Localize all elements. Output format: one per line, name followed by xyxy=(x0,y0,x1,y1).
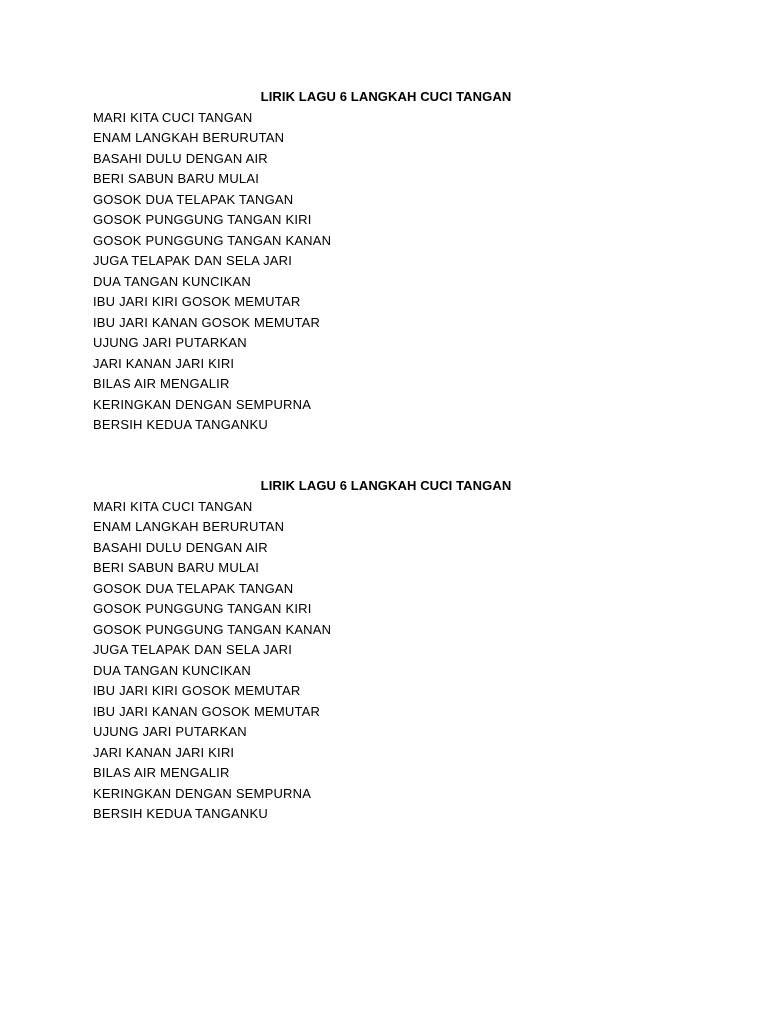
lyric-title xyxy=(93,87,693,108)
lyric-line: BERSIH KEDUA TANGANKU xyxy=(93,806,268,821)
lyric-line: JUGA TELAPAK DAN SELA JARI xyxy=(93,642,293,657)
lyric-line: GOSOK DUA TELAPAK TANGAN xyxy=(93,580,294,596)
lyric-line: BILAS AIR MENGALIR xyxy=(93,765,230,780)
lyric-line: IBU JARI KANAN GOSOK MEMUTAR xyxy=(93,703,321,719)
lyric-title-text: LIRIK LAGU 6 LANGKAH CUCI TANGAN xyxy=(260,89,512,104)
lyric-line: IBU JARI KANAN GOSOK MEMUTAR xyxy=(93,314,321,330)
lyric-title xyxy=(93,476,693,497)
lyric-title-text: LIRIK LAGU 6 LANGKAH CUCI TANGAN xyxy=(260,478,512,493)
lyric-line: JARI KANAN JARI KIRI xyxy=(93,744,235,760)
lyric-line: BASAHI DULU DENGAN AIR xyxy=(93,539,268,555)
lyric-lines xyxy=(93,497,693,825)
lyric-line: GOSOK PUNGGUNG TANGAN KIRI xyxy=(93,212,312,227)
lyric-line: IBU JARI KIRI GOSOK MEMUTAR xyxy=(93,683,301,698)
lyric-line: GOSOK DUA TELAPAK TANGAN xyxy=(93,191,294,207)
lyric-lines xyxy=(93,108,693,436)
lyric-line: KERINGKAN DENGAN SEMPURNA xyxy=(93,785,312,801)
lyric-line: MARI KITA CUCI TANGAN xyxy=(93,109,253,125)
lyric-line: UJUNG JARI PUTARKAN xyxy=(93,335,247,350)
lyric-line: MARI KITA CUCI TANGAN xyxy=(93,498,253,514)
lyric-block-2 xyxy=(93,476,693,825)
lyric-block-1 xyxy=(93,87,693,436)
lyric-line: DUA TANGAN KUNCIKAN xyxy=(93,662,251,678)
lyric-line: DUA TANGAN KUNCIKAN xyxy=(93,273,251,289)
lyric-line: ENAM LANGKAH BERURUTAN xyxy=(93,519,285,534)
lyric-line: BASAHI DULU DENGAN AIR xyxy=(93,150,268,166)
lyric-line: BERI SABUN BARU MULAI xyxy=(93,560,260,575)
lyric-line: BERSIH KEDUA TANGANKU xyxy=(93,417,268,432)
lyric-line: IBU JARI KIRI GOSOK MEMUTAR xyxy=(93,294,301,309)
lyric-line: UJUNG JARI PUTARKAN xyxy=(93,724,247,739)
lyric-line: BILAS AIR MENGALIR xyxy=(93,376,230,391)
lyric-line: JUGA TELAPAK DAN SELA JARI xyxy=(93,253,293,268)
lyric-line: BERI SABUN BARU MULAI xyxy=(93,171,260,186)
lyric-line: GOSOK PUNGGUNG TANGAN KANAN xyxy=(93,621,332,637)
lyric-line: JARI KANAN JARI KIRI xyxy=(93,355,235,371)
lyric-line: GOSOK PUNGGUNG TANGAN KANAN xyxy=(93,232,332,248)
lyric-line: GOSOK PUNGGUNG TANGAN KIRI xyxy=(93,601,312,616)
lyric-line: KERINGKAN DENGAN SEMPURNA xyxy=(93,396,312,412)
lyric-line: ENAM LANGKAH BERURUTAN xyxy=(93,130,285,145)
